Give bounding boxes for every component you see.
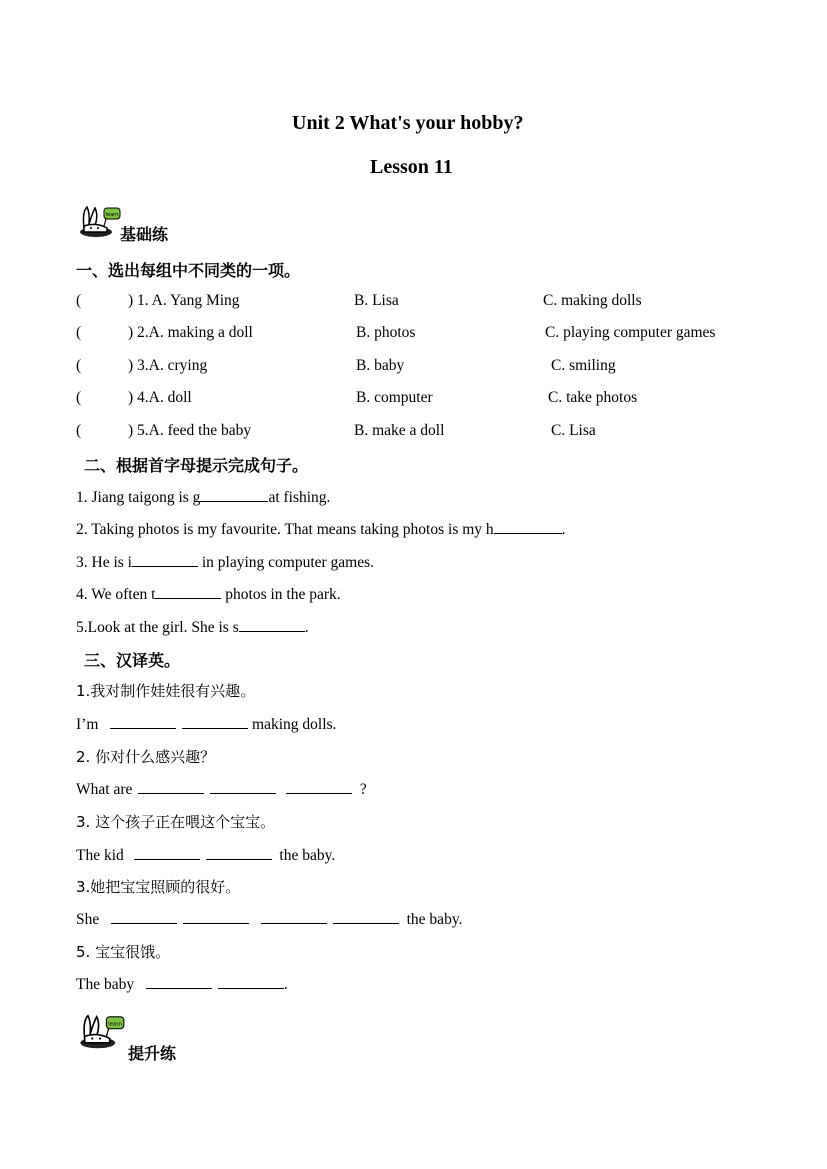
part2-sentence-2: 2. Taking photos is my favourite. That means taking photos is my h . — [76, 521, 566, 538]
option-c: C. playing computer games — [545, 324, 716, 341]
answer-paren[interactable]: ( — [76, 292, 82, 309]
option-a: ) 3.A. crying — [128, 357, 208, 374]
part2-heading: 二、根据首字母提示完成句子。 — [84, 456, 309, 475]
answer-blank[interactable] — [132, 552, 198, 567]
option-c: C. Lisa — [551, 422, 596, 439]
option-b: B. computer — [356, 389, 433, 406]
rabbit-mascot-icon — [76, 1012, 126, 1052]
answer-blank[interactable] — [111, 909, 177, 924]
part3-english-2: What are ? — [76, 781, 367, 798]
answer-blank[interactable] — [110, 714, 176, 729]
part2-sentence-5: 5.Look at the girl. She is s . — [76, 619, 309, 636]
option-a: ) 5.A. feed the baby — [128, 422, 252, 439]
answer-blank[interactable] — [183, 909, 249, 924]
answer-paren[interactable]: ( — [76, 324, 82, 341]
answer-blank[interactable] — [218, 974, 284, 989]
option-a: ) 2.A. making a doll — [128, 324, 253, 341]
part1-heading: 一、选出每组中不同类的一项。 — [76, 261, 301, 280]
part3-chinese-3: 3. 这个孩子正在喂这个宝宝。 — [76, 813, 276, 831]
page-title: Unit 2 What's your hobby? — [292, 112, 524, 134]
option-c: C. making dolls — [543, 292, 642, 309]
part3-chinese-5: 5. 宝宝很饿。 — [76, 943, 171, 961]
mascot-badge-text: learn — [108, 1021, 123, 1028]
part2-sentence-1: 1. Jiang taigong is g at fishing. — [76, 489, 331, 506]
option-a: ) 1. A. Yang Ming — [128, 292, 240, 309]
part3-chinese-1: 1.我对制作娃娃很有兴趣。 — [76, 682, 256, 700]
lesson-title: Lesson 11 — [370, 156, 453, 178]
answer-blank[interactable] — [206, 845, 272, 860]
answer-blank[interactable] — [155, 584, 221, 599]
answer-blank[interactable] — [261, 909, 327, 924]
part3-english-1: I’m making dolls. — [76, 716, 337, 733]
answer-blank[interactable] — [138, 779, 204, 794]
option-b: B. baby — [356, 357, 405, 374]
option-b: B. photos — [356, 324, 416, 341]
answer-blank[interactable] — [182, 714, 248, 729]
answer-paren[interactable]: ( — [76, 389, 82, 406]
answer-blank[interactable] — [333, 909, 399, 924]
answer-paren[interactable]: ( — [76, 422, 82, 439]
answer-blank[interactable] — [146, 974, 212, 989]
part3-english-3: The kid the baby. — [76, 847, 336, 864]
option-a: ) 4.A. doll — [128, 389, 192, 406]
part3-chinese-2: 2. 你对什么感兴趣？ — [76, 748, 216, 766]
part3-heading: 三、汉译英。 — [84, 651, 181, 670]
option-c: C. take photos — [548, 389, 638, 406]
part2-sentence-4: 4. We often t photos in the park. — [76, 586, 341, 603]
rabbit-mascot-icon — [76, 204, 122, 240]
part3-english-4: She the baby. — [76, 911, 463, 928]
answer-blank[interactable] — [134, 845, 200, 860]
answer-blank[interactable] — [239, 617, 305, 632]
option-b: B. Lisa — [354, 292, 399, 309]
part2-sentence-3: 3. He is i in playing computer games. — [76, 554, 375, 571]
option-b: B. make a doll — [354, 422, 445, 439]
answer-blank[interactable] — [210, 779, 276, 794]
section-basic: 基础练 — [120, 225, 169, 244]
section-advanced: 提升练 — [128, 1044, 177, 1063]
part3-chinese-4: 3.她把宝宝照顾的很好。 — [76, 878, 241, 896]
answer-blank[interactable] — [494, 519, 562, 534]
answer-blank[interactable] — [200, 487, 268, 502]
answer-blank[interactable] — [286, 779, 352, 794]
answer-paren[interactable]: ( — [76, 357, 82, 374]
part3-english-5: The baby . — [76, 976, 288, 993]
mascot-badge-text: learn — [105, 212, 119, 218]
option-c: C. smiling — [551, 357, 616, 374]
